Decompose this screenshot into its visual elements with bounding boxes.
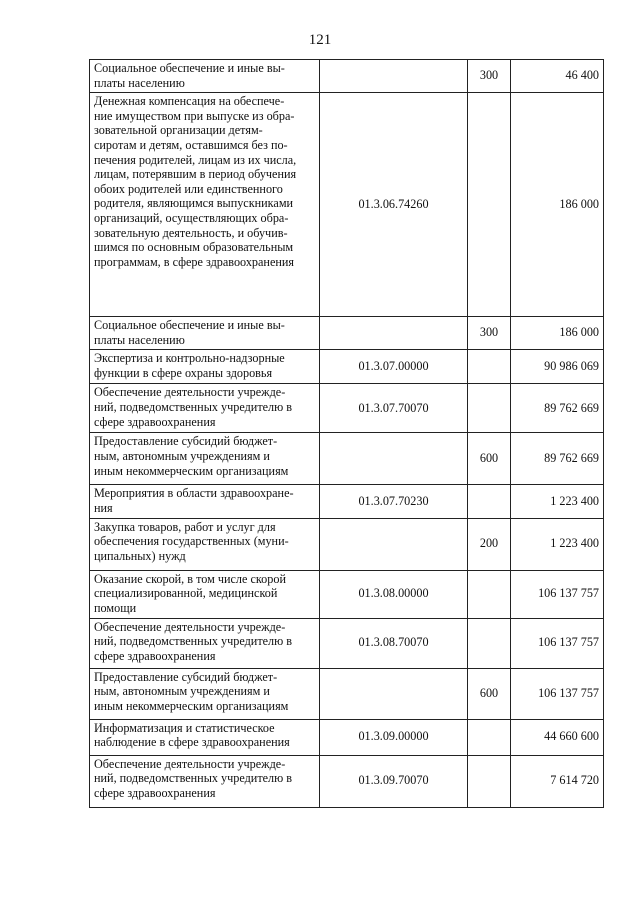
table-row — [90, 618, 604, 668]
row-vr — [468, 755, 511, 807]
table-row — [90, 433, 604, 485]
row-amount: 1 223 400 — [511, 518, 604, 570]
row-vr: 600 — [468, 668, 511, 719]
row-vr — [468, 350, 511, 384]
row-code: 01.3.06.74260 — [320, 93, 468, 317]
row-name: Денежная компенсация на обеспече- ние имуществом при выпуске из обра- зовательной организации детям- сиротам и детям, оставшимся без по- печения родителей, лицам из их числа, лицам, потерявшим в период обучения обоих родителей или единственного родителя, являющимся выпускниками организаций, осуществляющих обра- зовательную деятельность, и обучив- шимся по основным образовательным программам, в сфере здравоохранения — [90, 93, 320, 317]
row-code — [320, 60, 468, 93]
table-row — [90, 60, 604, 93]
row-name: Закупка товаров, работ и услуг для обеспечения государственных (муни- ципальных) нужд — [90, 518, 320, 570]
row-vr — [468, 485, 511, 518]
row-name: Оказание скорой, в том числе скорой специализированной, медицинской помощи — [90, 570, 320, 618]
row-amount: 106 137 757 — [511, 618, 604, 668]
row-code — [320, 433, 468, 485]
table-row — [90, 384, 604, 433]
row-amount: 186 000 — [511, 93, 604, 317]
budget-table — [89, 59, 604, 808]
table-row — [90, 719, 604, 755]
row-vr — [468, 93, 511, 317]
row-code — [320, 668, 468, 719]
table-row — [90, 668, 604, 719]
row-amount: 90 986 069 — [511, 350, 604, 384]
row-name: Социальное обеспечение и иные вы- платы населению — [90, 317, 320, 350]
row-vr: 300 — [468, 60, 511, 93]
table-row — [90, 317, 604, 350]
row-name: Предоставление субсидий бюджет- ным, автономным учреждениям и иным некоммерческим организациям — [90, 668, 320, 719]
row-name: Обеспечение деятельности учрежде- ний, подведомственных учредителю в сфере здравоохранения — [90, 755, 320, 807]
row-name: Информатизация и статистическое наблюдение в сфере здравоохранения — [90, 719, 320, 755]
row-code: 01.3.07.00000 — [320, 350, 468, 384]
page-number: 121 — [308, 32, 332, 48]
row-vr — [468, 719, 511, 755]
row-name: Мероприятия в области здравоохране- ния — [90, 485, 320, 518]
row-vr: 300 — [468, 317, 511, 350]
row-code: 01.3.08.00000 — [320, 570, 468, 618]
row-amount: 89 762 669 — [511, 433, 604, 485]
table-row — [90, 93, 604, 317]
table-row — [90, 755, 604, 807]
row-name: Обеспечение деятельности учрежде- ний, подведомственных учредителю в сфере здравоохранения — [90, 384, 320, 433]
row-code — [320, 518, 468, 570]
row-amount: 106 137 757 — [511, 668, 604, 719]
row-code — [320, 317, 468, 350]
row-name: Социальное обеспечение и иные вы- платы населению — [90, 60, 320, 93]
row-amount: 186 000 — [511, 317, 604, 350]
row-code: 01.3.07.70070 — [320, 384, 468, 433]
table-row — [90, 570, 604, 618]
row-vr — [468, 384, 511, 433]
row-amount: 7 614 720 — [511, 755, 604, 807]
row-code: 01.3.09.70070 — [320, 755, 468, 807]
table-row — [90, 350, 604, 384]
table-row — [90, 485, 604, 518]
row-amount: 89 762 669 — [511, 384, 604, 433]
row-name: Обеспечение деятельности учрежде- ний, подведомственных учредителю в сфере здравоохранения — [90, 618, 320, 668]
row-vr — [468, 618, 511, 668]
row-code: 01.3.09.00000 — [320, 719, 468, 755]
row-name: Экспертиза и контрольно-надзорные функции в сфере охраны здоровья — [90, 350, 320, 384]
row-amount: 106 137 757 — [511, 570, 604, 618]
table-row — [90, 518, 604, 570]
row-vr — [468, 570, 511, 618]
row-amount: 44 660 600 — [511, 719, 604, 755]
row-vr: 600 — [468, 433, 511, 485]
row-amount: 1 223 400 — [511, 485, 604, 518]
row-code: 01.3.08.70070 — [320, 618, 468, 668]
row-code: 01.3.07.70230 — [320, 485, 468, 518]
row-amount: 46 400 — [511, 60, 604, 93]
row-vr: 200 — [468, 518, 511, 570]
row-name: Предоставление субсидий бюджет- ным, автономным учреждениям и иным некоммерческим организациям — [90, 433, 320, 485]
